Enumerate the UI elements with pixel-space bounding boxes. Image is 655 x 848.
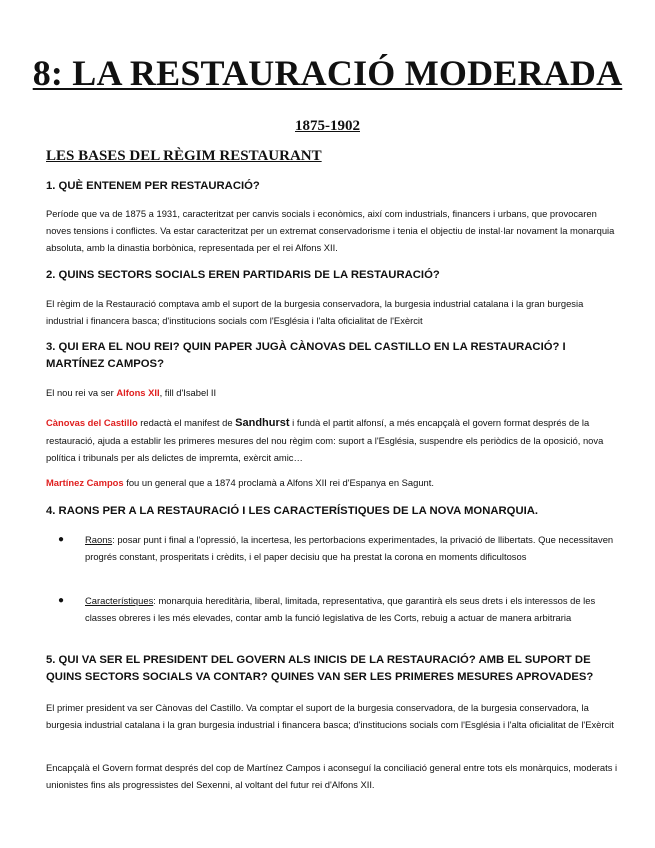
question-1-title: 1. QUÈ ENTENEM PER RESTAURACIÓ? xyxy=(46,180,260,192)
period-years: 1875-1902 xyxy=(295,118,360,134)
characteristics-item xyxy=(85,592,618,626)
question-3-paragraph-1 xyxy=(46,384,618,401)
q3-p2-post: i fundà el partit alfonsí, a més encapçalà el govern format després de la restauració, ajuda a establir les primeres mesures del nou règim com: suport a l'Església, suspendre els periòdics de la oposició, nova política i tribunals per als delictes de impremta, exèrcit amic… xyxy=(46,417,604,463)
characteristics-text: : monarquia hereditària, liberal, limitada, representativa, que garantirà els seus drets i els interessos de les classes obreres i les més elevades, contar amb la funció legislativa de les Corts, rebuig a actuar de manera arbitraria xyxy=(85,595,596,623)
question-5-paragraph-1: El primer president va ser Cànovas del Castillo. Va comptar el suport de la burgesia conservadora, de la burgesia conservadora, la burgesia industrial catalana i la gran burgesia industrial i financera basca; d'institucions socials com l'Església i l'alta oficialitat de l'Exèrcit xyxy=(46,702,614,730)
q3-p1-pre: El nou rei va ser xyxy=(46,387,117,398)
question-1-answer: Període que va de 1875 a 1931, caracteritzat per canvis socials i econòmics, així com industrials, financers i urbans, que provocaren noves tensions i conflictes. Va estar caracteritzat per un extremat conservadorisme i tenia el objectiu de instal·lar novament la monarquia absoluta, amb la dinastia borbònica, representada per el rei Alfons XII. xyxy=(46,208,615,253)
q3-p1-post: , fill d'Isabel II xyxy=(159,387,217,398)
king-name: Alfons XII xyxy=(116,387,160,398)
reasons-text: : posar punt i final a l'opressió, la incertesa, les pertorbacions experimentades, la privació de llibertats. Que necessitaven progrés constant, prosperitats i crèdits, i el paper decisiu que ha prestat la corona en moments dificultosos xyxy=(85,534,614,562)
characteristics-label: Característiques xyxy=(85,595,154,606)
question-3-paragraph-2 xyxy=(46,414,618,466)
question-3-paragraph-3 xyxy=(46,474,618,491)
reasons-item xyxy=(85,531,618,565)
q3-p3-post: fou un general que a 1874 proclamà a Alfons XII rei d'Espanya en Sagunt. xyxy=(123,477,434,488)
reasons-label: Raons xyxy=(85,534,113,545)
q3-p2-pre: redactà el manifest de xyxy=(137,417,236,428)
canovas-name: Cànovas del Castillo xyxy=(46,417,138,428)
page-title: 8: LA RESTAURACIÓ MODERADA xyxy=(32,53,623,93)
question-3-title: 3. QUI ERA EL NOU REI? QUIN PAPER JUGÀ CÀNOVAS DEL CASTILLO EN LA RESTAURACIÓ? I MARTÍNEZ CAMPOS? xyxy=(46,341,566,370)
question-5-title: 5. QUI VA SER EL PRESIDENT DEL GOVERN ALS INICIS DE LA RESTAURACIÓ? AMB EL SUPORT DE QUINS SECTORS SOCIALS VA CONTAR? QUINES VAN SER LES PRIMERES MESURES APROVADES? xyxy=(46,654,594,683)
sandhurst-word: Sandhurst xyxy=(235,417,290,429)
question-5-paragraph-2: Encapçalà el Govern format després del cop de Martínez Campos i aconseguí la conciliació general entre tots els monàrquics, moderats i unionistes fins als progressistes del Sexenni, al voltant del futur rei d'Alfons XII. xyxy=(46,762,618,790)
question-4-title: 4. RAONS PER A LA RESTAURACIÓ I LES CARACTERÍSTIQUES DE LA NOVA MONARQUIA. xyxy=(46,505,539,517)
question-2-answer: El règim de la Restauració comptava amb el suport de la burgesia conservadora, la burgesia industrial catalana i la gran burgesia industrial i financera basca; d'institucions socials com l'Església i l'alta oficialitat de l'Exèrcit xyxy=(46,298,584,326)
martinez-campos-name: Martínez Campos xyxy=(46,477,124,488)
bullet-icon: ● xyxy=(58,595,65,606)
section-title: LES BASES DEL RÈGIM RESTAURANT xyxy=(46,148,322,164)
question-2-title: 2. QUINS SECTORS SOCIALS EREN PARTIDARIS DE LA RESTAURACIÓ? xyxy=(46,269,440,281)
bullet-icon: ● xyxy=(58,534,65,545)
